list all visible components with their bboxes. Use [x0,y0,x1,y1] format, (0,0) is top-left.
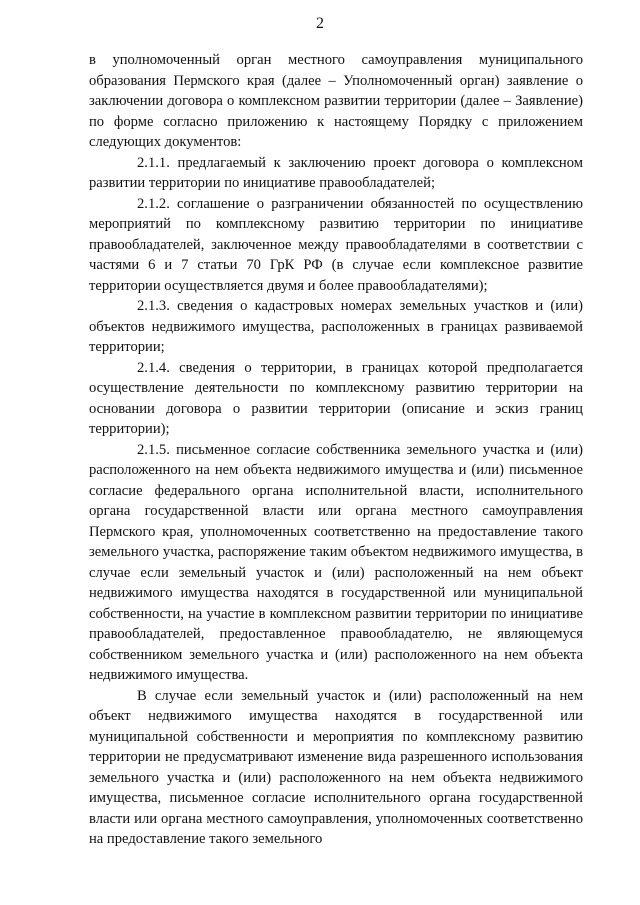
document-body [89,50,583,850]
paragraph-closing: В случае если земельный участок и (или) расположенный на нем объект недвижимого имущества находятся в государственной или муниципальной собственности и мероприятия по комплексному развитию территории не предусматривают изменение вида разрешенного использования земельного участка и (или) расположенного на нем объекта недвижимого имущества, письменное согласие исполнительного органа государственной власти или органа местного самоуправления, уполномоченных соответственно на предоставление такого земельного [89,687,583,847]
paragraph-item-2-1-5: 2.1.5. письменное согласие собственника земельного участка и (или) расположенного на нем объекта недвижимого имущества и (или) письменное согласие федерального органа исполнительной власти, исполнительного органа государственной власти или органа местного самоуправления Пермского края, уполномоченных соответственно на предоставление такого земельного участка, распоряжение таким объектом недвижимого имущества, в случае если земельный участок и (или) расположенный на нем объект недвижимого имущества находятся в государственной или муниципальной собственности, на участие в комплексном развитии территории по инициативе правообладателей, предоставленное правообладателю, не являющемуся собственником земельного участка и (или) расположенного на нем объекта недвижимого имущества. [89,441,583,683]
paragraph-item-2-1-2: 2.1.2. соглашение о разграничении обязанностей по осуществлению мероприятий по комплексному развитию территории по инициативе правообладателей, заключенное между правообладателями в соответствии с частями 6 и 7 статьи 70 ГрК РФ (в случае если комплексное развитие территории осуществляется двумя и более правообладателями); [89,195,583,294]
paragraph-intro: в уполномоченный орган местного самоуправления муниципального образования Пермского края (далее – Уполномоченный орган) заявление о заключении договора о комплексном развитии территории (далее – Заявление) по форме согласно приложению к настоящему Порядку с приложением следующих документов: [89,52,583,150]
paragraph-item-2-1-3: 2.1.3. сведения о кадастровых номерах земельных участков и (или) объектов недвижимого имущества, расположенных в границах развиваемой территории; [89,298,583,355]
paragraph-item-2-1-1: 2.1.1. предлагаемый к заключению проект договора о комплексном развитии территории по инициативе правообладателей; [89,154,583,191]
paragraph-item-2-1-4: 2.1.4. сведения о территории, в границах которой предполагается осуществление деятельности по комплексному развитию территории на основании договора о развитии территории (описание и эскиз границ территории); [89,359,583,437]
page-number: 2 [316,15,324,32]
